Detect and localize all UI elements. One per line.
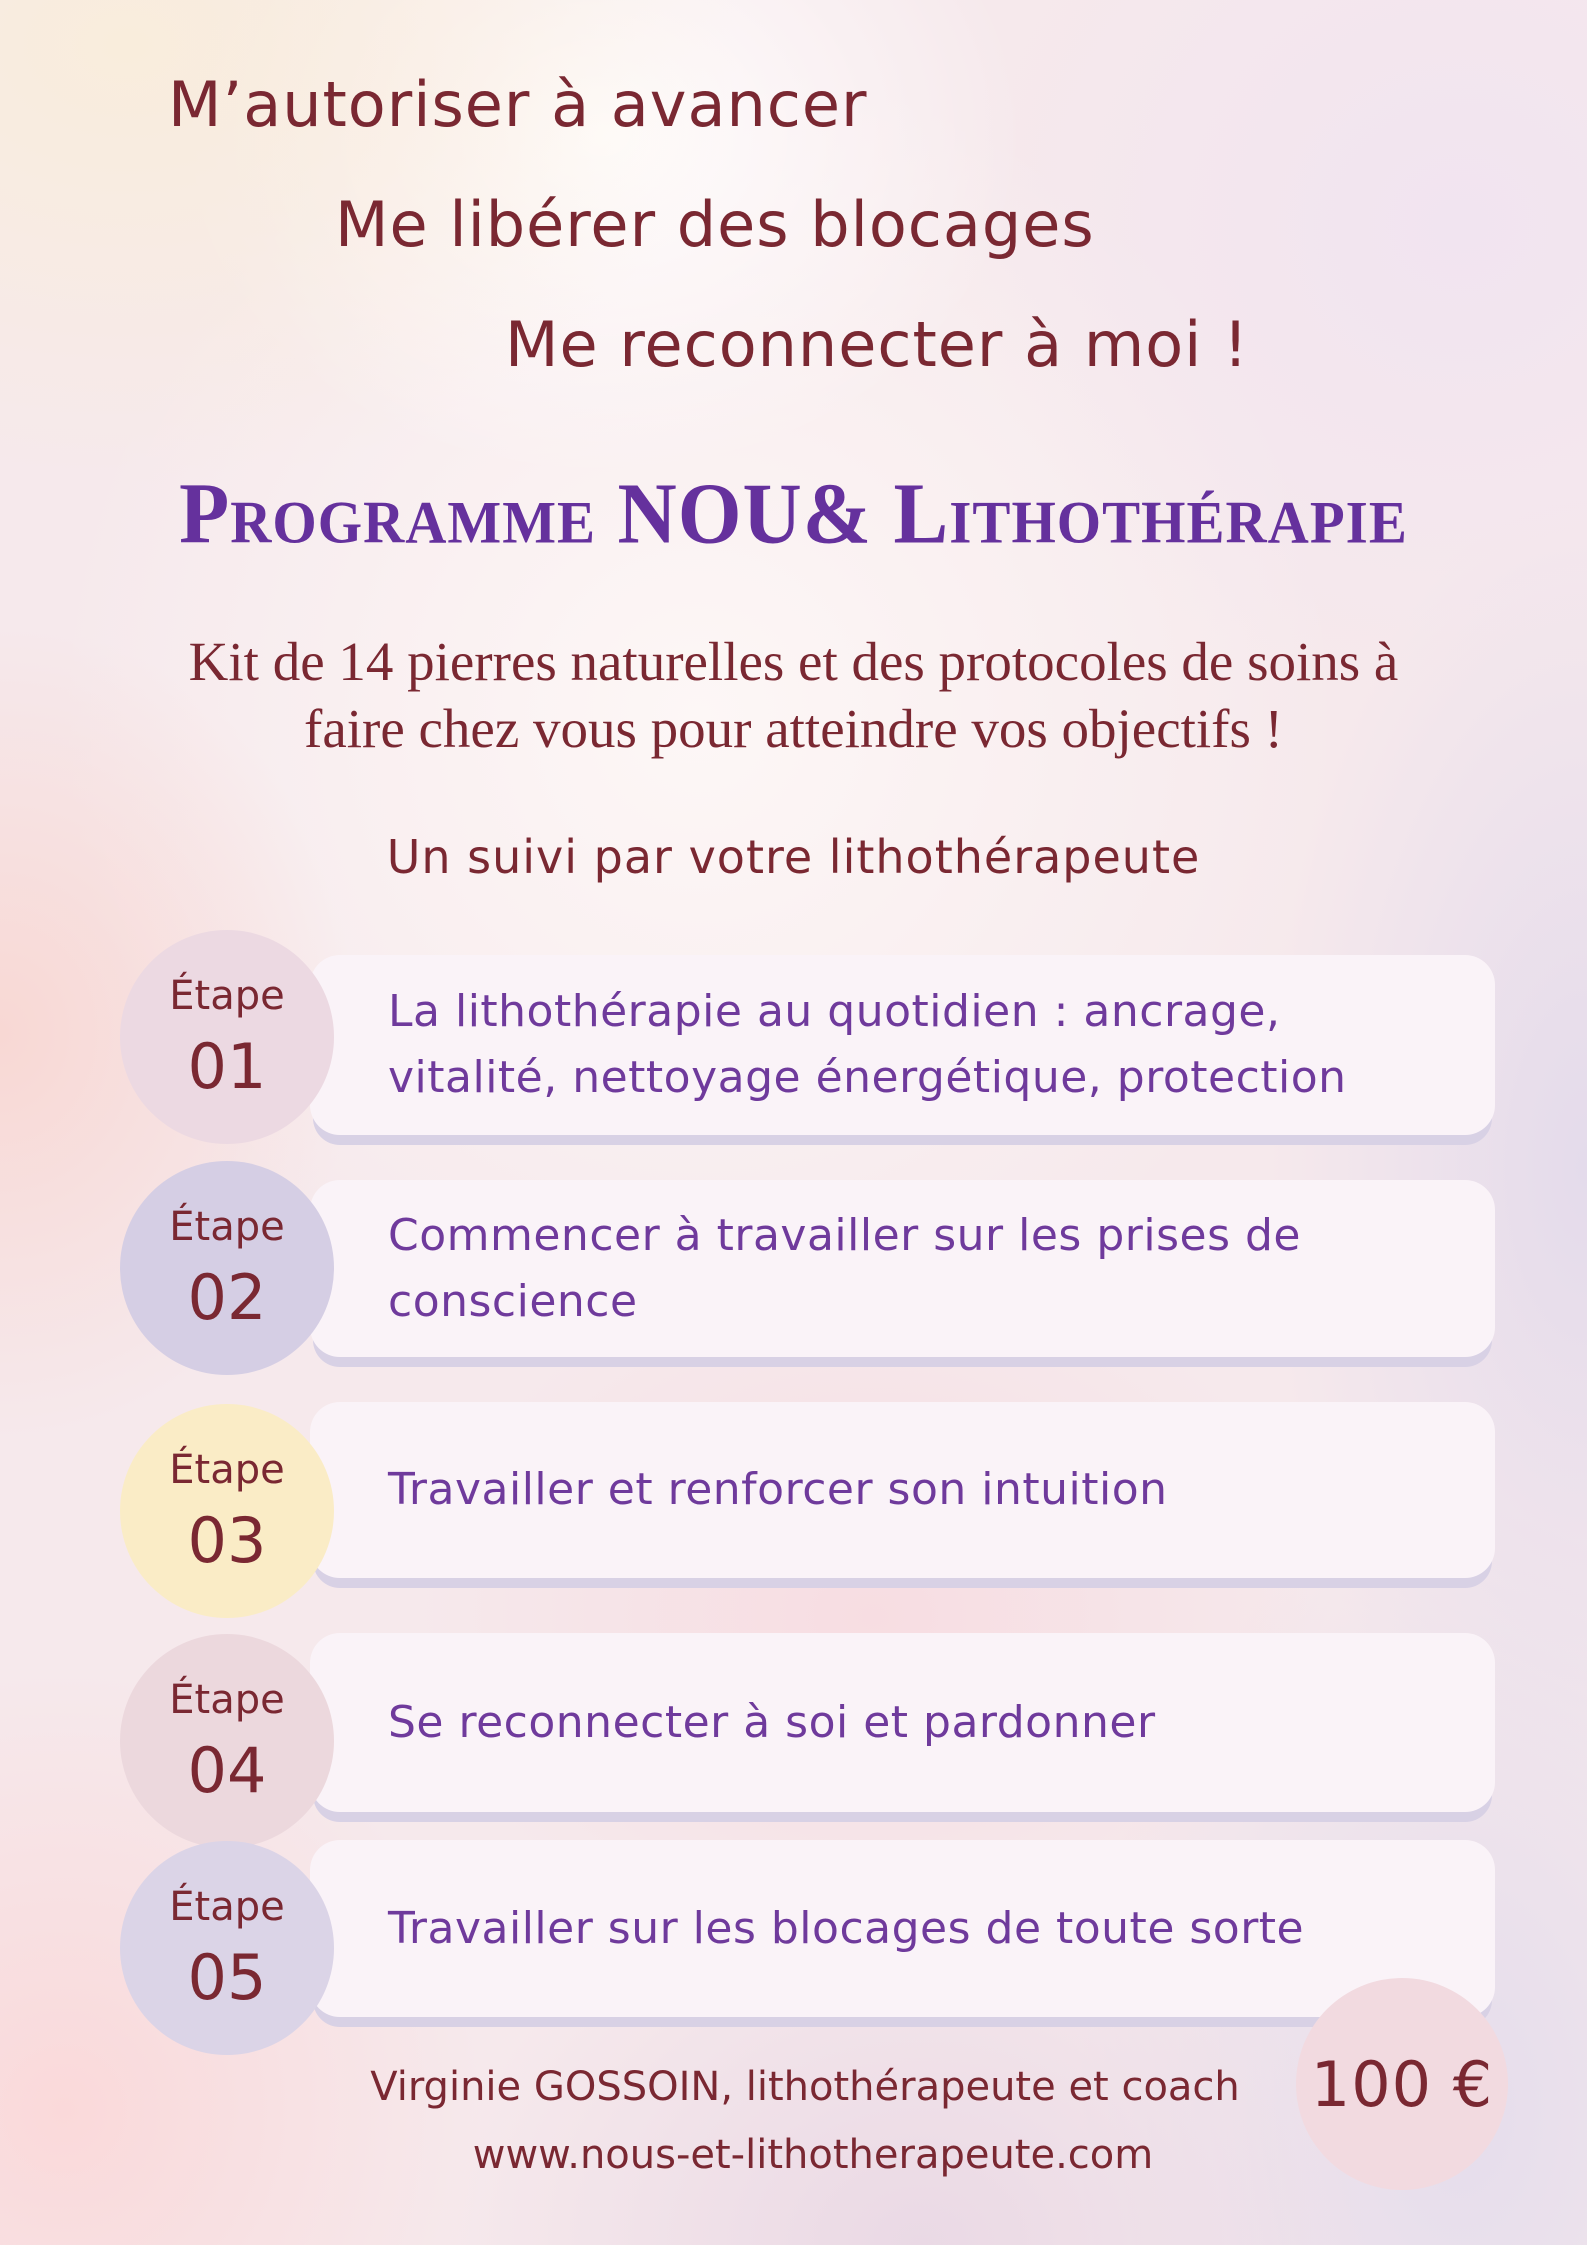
step-3-number: 03 bbox=[187, 1504, 267, 1577]
step-4-badge bbox=[120, 1634, 334, 1848]
subtitle-line-1: Kit de 14 pierres naturelles et des protocoles de soins à bbox=[188, 631, 1399, 692]
step-2-badge bbox=[120, 1161, 334, 1375]
subtitle-line-2: faire chez vous pour atteindre vos objectifs ! bbox=[304, 698, 1283, 759]
step-1-pill bbox=[310, 955, 1495, 1135]
step-2-pill bbox=[310, 1180, 1495, 1357]
step-2-text-line-2: conscience bbox=[388, 1275, 638, 1327]
step-5-badge bbox=[120, 1841, 334, 2055]
step-3-label: Étape bbox=[169, 1447, 285, 1493]
price-text: 100 € bbox=[1310, 2047, 1494, 2121]
step-3-pill bbox=[310, 1402, 1495, 1578]
headline-line-1: M’autoriser à avancer bbox=[168, 68, 868, 141]
step-5-number: 05 bbox=[187, 1941, 267, 2014]
step-5-text-line-1: Travailler sur les blocages de toute sorte bbox=[388, 1902, 1305, 1954]
step-1-text-line-2: vitalité, nettoyage énergétique, protection bbox=[388, 1052, 1347, 1103]
website-url: www.nous-et-lithotherapeute.com bbox=[472, 2132, 1154, 2178]
step-2-number: 02 bbox=[187, 1261, 267, 1334]
step-1-text-line-1: La lithothérapie au quotidien : ancrage, bbox=[388, 986, 1281, 1037]
subtitle bbox=[0, 628, 1587, 762]
step-4-text-line-1: Se reconnecter à soi et pardonner bbox=[388, 1696, 1156, 1748]
price-badge bbox=[1296, 1978, 1508, 2190]
step-4-pill bbox=[310, 1633, 1495, 1812]
author-line: Virginie GOSSOIN, lithothérapeute et coach bbox=[370, 2064, 1240, 2110]
step-1-badge bbox=[120, 930, 334, 1144]
step-4-number: 04 bbox=[187, 1734, 267, 1807]
step-2-text-line-1: Commencer à travailler sur les prises de bbox=[388, 1209, 1301, 1261]
headline-line-2: Me libérer des blocages bbox=[335, 188, 1095, 261]
step-5-pill bbox=[310, 1840, 1495, 2017]
headline-line-3: Me reconnecter à moi ! bbox=[505, 308, 1249, 381]
step-4-label: Étape bbox=[169, 1677, 285, 1723]
step-1-number: 01 bbox=[187, 1030, 267, 1103]
followup-text: Un suivi par votre lithothérapeute bbox=[386, 830, 1201, 884]
step-1-label: Étape bbox=[169, 973, 285, 1019]
step-3-badge bbox=[120, 1404, 334, 1618]
step-3-text-line-1: Travailler et renforcer son intuition bbox=[388, 1464, 1168, 1515]
step-2-label: Étape bbox=[169, 1204, 285, 1250]
program-title: Programme NOU& Lithothérapie bbox=[179, 465, 1408, 562]
step-5-label: Étape bbox=[169, 1884, 285, 1930]
